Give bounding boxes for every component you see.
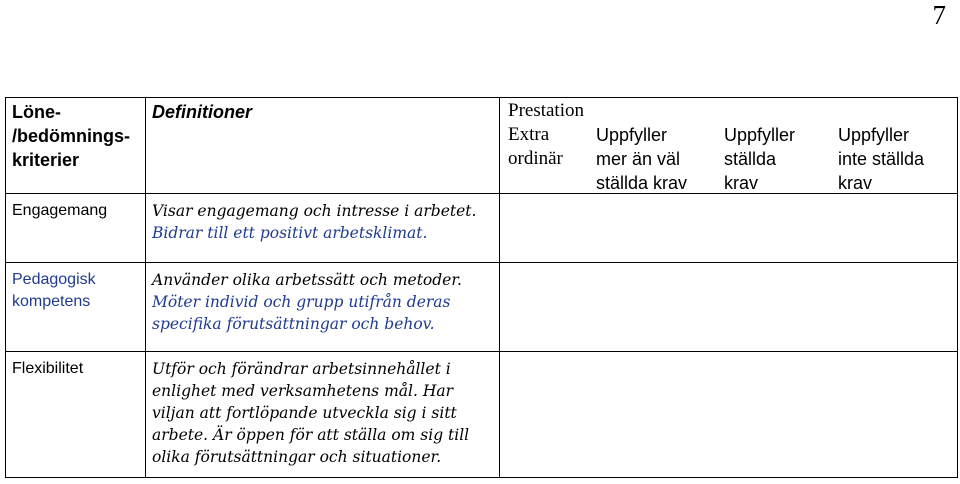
criterion-label: Flexibilitet: [12, 360, 84, 377]
criterion-label: Engagemang: [12, 202, 108, 219]
rating-line: krav: [838, 173, 873, 193]
criterion-cell: [6, 194, 146, 263]
rating-line: Uppfyller: [838, 125, 910, 145]
rating-line: Extra: [508, 124, 550, 145]
rating-uppfyller-inte-stallda-krav: [838, 123, 924, 195]
table-row: [6, 352, 958, 478]
criteria-table: [5, 97, 958, 478]
rating-cells: [500, 263, 958, 352]
criterion-label: Pedagogisk: [12, 271, 96, 288]
prestation-header: [500, 98, 958, 194]
definition-cell: [146, 263, 500, 352]
table-row: [6, 263, 958, 352]
rating-uppfyller-mer-an-val: [596, 123, 687, 195]
definition-line: Utför och förändrar arbetsinnehållet i: [152, 360, 451, 378]
rating-line: ställda: [724, 149, 777, 169]
rating-line: mer än väl: [596, 149, 681, 169]
definition-line: enlighet med verksamhetens mål. Har: [152, 382, 453, 400]
criterion-cell: [6, 352, 146, 478]
rating-cells: [500, 352, 958, 478]
definition-line: Använder olika arbetssätt och metoder.: [152, 271, 462, 289]
rating-line: Uppfyller: [596, 125, 668, 145]
rating-line: Uppfyller: [724, 125, 796, 145]
definitions-header: [146, 98, 500, 194]
definition-cell: [146, 352, 500, 478]
rating-line: ställda krav: [596, 173, 688, 193]
definitions-header-label: Definitioner: [152, 102, 253, 122]
rating-line: ordinär: [508, 148, 563, 169]
criteria-header: [6, 98, 146, 194]
page-number: 7: [932, 0, 946, 30]
rating-extra-ordinar: [508, 123, 563, 171]
criterion-cell: [6, 263, 146, 352]
rating-cells: [500, 194, 958, 263]
definition-line: Visar engagemang och intresse i arbetet.: [152, 202, 477, 220]
definition-line: arbete. Är öppen för att ställa om sig till: [152, 426, 470, 444]
criteria-header-line: Löne-: [12, 102, 61, 122]
definition-line: Bidrar till ett positivt arbetsklimat.: [152, 224, 428, 242]
definition-line: viljan att fortlöpande utveckla sig i sitt: [152, 404, 457, 422]
definition-cell: [146, 194, 500, 263]
rating-uppfyller-stallda-krav: [724, 123, 795, 195]
table-header-row: [6, 98, 958, 194]
criteria-header-line: /bedömnings-: [12, 126, 130, 146]
criteria-header-line: kriterier: [12, 150, 80, 170]
definition-line: olika förutsättningar och situationer.: [152, 448, 442, 466]
rating-line: krav: [724, 173, 759, 193]
table-row: [6, 194, 958, 263]
criterion-label: kompetens: [12, 293, 91, 310]
definition-line: Möter individ och grupp utifrån deras: [152, 293, 451, 311]
rating-line: inte ställda: [838, 149, 925, 169]
definition-line: specifika förutsättningar och behov.: [152, 315, 435, 333]
prestation-title: Prestation: [508, 100, 584, 121]
